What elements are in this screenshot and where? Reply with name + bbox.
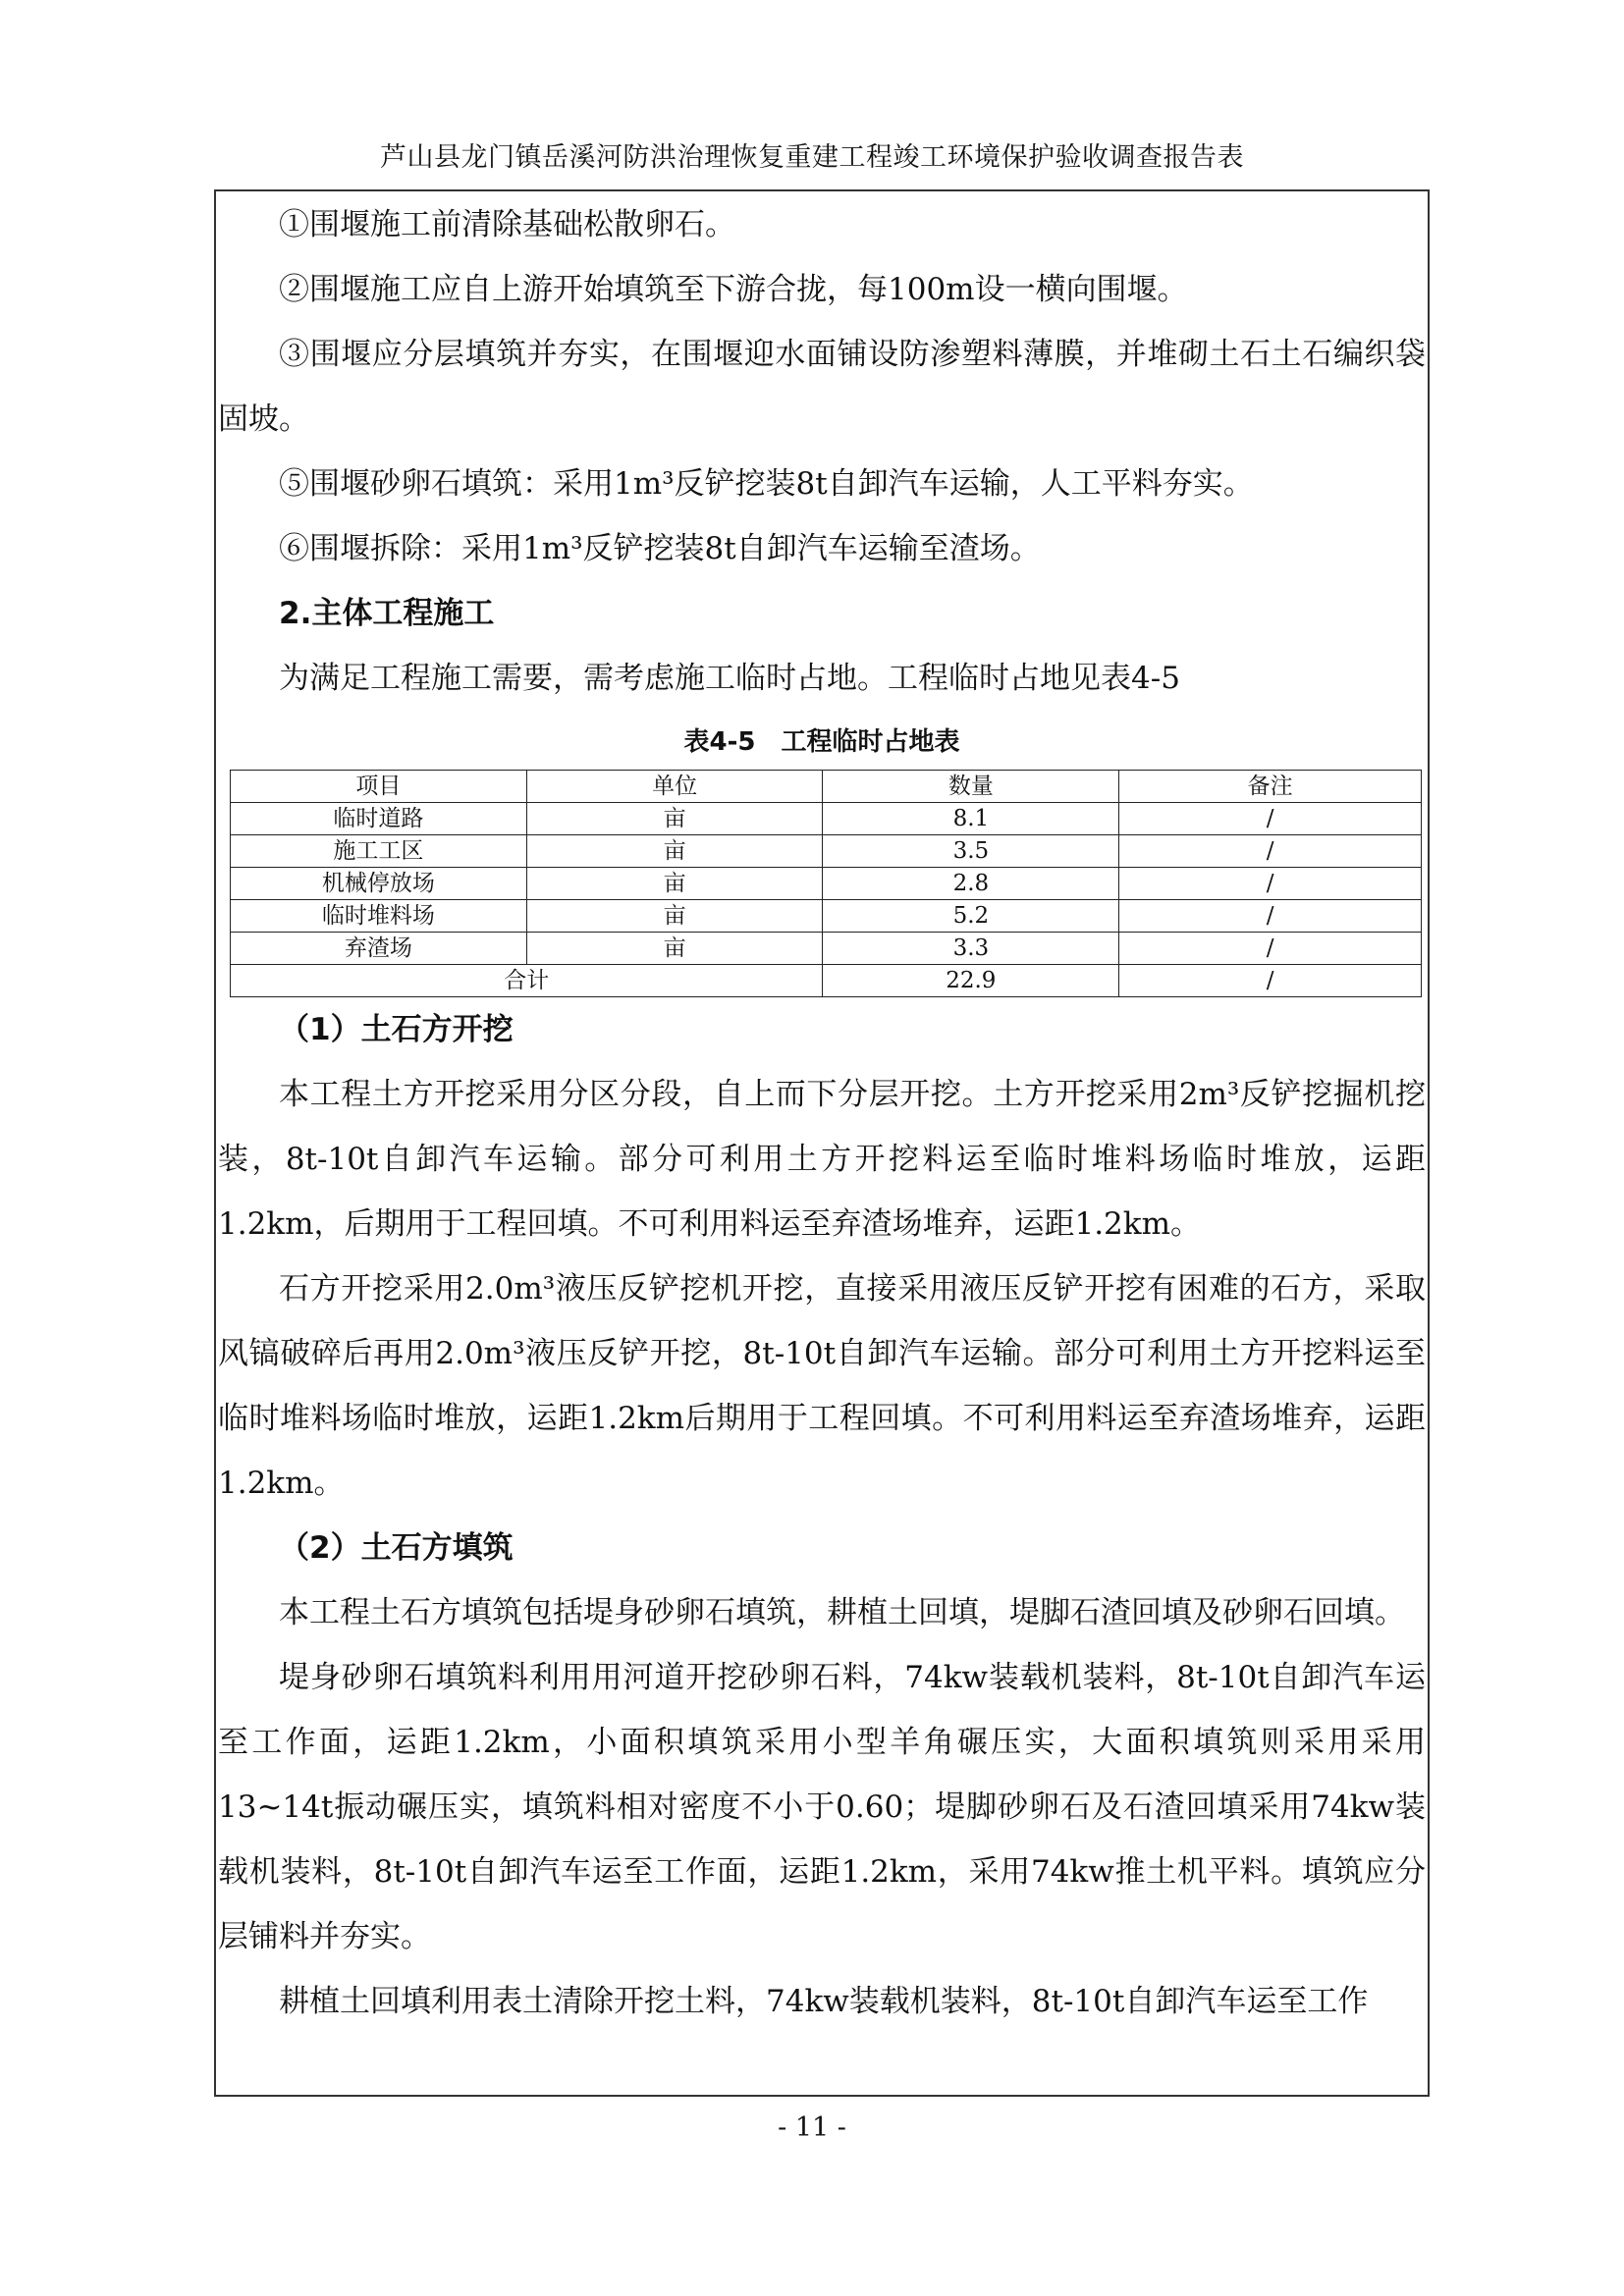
paragraph: 为满足工程施工需要，需考虑施工临时占地。工程临时占地见表4-5 bbox=[279, 661, 1180, 696]
table-cell: / bbox=[1119, 835, 1422, 868]
table-row bbox=[231, 803, 1422, 835]
table-header-row bbox=[231, 771, 1422, 803]
paragraph: 石方开挖采用2.0m³液压反铲挖机开挖，直接采用液压反铲开挖有困难的石方，采取风镐破碎后再用2.0m³液压反铲开挖，8t-10t自卸汽车运输。部分可利用土方开挖料运至临时堆料场临时堆放，运距1.2km后期用于工程回填。不可利用料运至弃渣场堆弃，运距1.2km。 bbox=[218, 1271, 1426, 1501]
subsection-heading: （1）土石方开挖 bbox=[279, 1012, 514, 1047]
table-cell: 施工工区 bbox=[231, 835, 527, 868]
column-header: 单位 bbox=[526, 771, 823, 803]
temporary-land-table bbox=[230, 770, 1422, 997]
table-cell: 亩 bbox=[526, 803, 823, 835]
column-header: 备注 bbox=[1119, 771, 1422, 803]
paragraph: ①围堰施工前清除基础松散卵石。 bbox=[279, 207, 735, 242]
table-cell: / bbox=[1119, 933, 1422, 965]
page-content bbox=[218, 192, 1426, 2034]
table-row bbox=[231, 900, 1422, 933]
table-cell: 3.5 bbox=[823, 835, 1119, 868]
column-header: 项目 bbox=[231, 771, 527, 803]
table-cell: 2.8 bbox=[823, 868, 1119, 900]
page-number: - 11 - bbox=[778, 2112, 846, 2143]
table-cell: 临时道路 bbox=[231, 803, 527, 835]
table-cell: 8.1 bbox=[823, 803, 1119, 835]
paragraph: ⑥围堰拆除：采用1m³反铲挖装8t自卸汽车运输至渣场。 bbox=[279, 531, 1041, 566]
paragraph: 耕植土回填利用表土清除开挖土料，74kw装载机装料，8t-10t自卸汽车运至工作 bbox=[279, 1984, 1369, 2019]
table-row bbox=[231, 835, 1422, 868]
table-cell: 3.3 bbox=[823, 933, 1119, 965]
table-cell: / bbox=[1119, 803, 1422, 835]
section-heading: 2.主体工程施工 bbox=[279, 596, 495, 631]
table-cell: 5.2 bbox=[823, 900, 1119, 933]
paragraph: 本工程土方开挖采用分区分段，自上而下分层开挖。土方开挖采用2m³反铲挖掘机挖装，8t-10t自卸汽车运输。部分可利用土方开挖料运至临时堆料场临时堆放，运距1.2km，后期用于工程回填。不可利用料运至弃渣场堆弃，运距1.2km。 bbox=[218, 1077, 1426, 1242]
table-cell: 亩 bbox=[526, 868, 823, 900]
table-cell: 亩 bbox=[526, 835, 823, 868]
table-row bbox=[231, 868, 1422, 900]
paragraph: ③围堰应分层填筑并夯实，在围堰迎水面铺设防渗塑料薄膜，并堆砌土石土石编织袋固坡。 bbox=[218, 337, 1426, 437]
subsection-heading: （2）土石方填筑 bbox=[279, 1530, 514, 1566]
page-header: 芦山县龙门镇岳溪河防洪治理恢复重建工程竣工环境保护验收调查报告表 bbox=[380, 142, 1244, 173]
total-value: 22.9 bbox=[823, 965, 1119, 997]
table-cell: 亩 bbox=[526, 900, 823, 933]
paragraph: ②围堰施工应自上游开始填筑至下游合拢，每100m设一横向围堰。 bbox=[279, 272, 1188, 307]
total-label: 合计 bbox=[231, 965, 823, 997]
column-header: 数量 bbox=[823, 771, 1119, 803]
table-cell: 临时堆料场 bbox=[231, 900, 527, 933]
table-row bbox=[231, 933, 1422, 965]
table-cell: 机械停放场 bbox=[231, 868, 527, 900]
table-cell: / bbox=[1119, 868, 1422, 900]
table-total-row bbox=[231, 965, 1422, 997]
table-cell: 弃渣场 bbox=[231, 933, 527, 965]
paragraph: ⑤围堰砂卵石填筑：采用1m³反铲挖装8t自卸汽车运输，人工平料夯实。 bbox=[279, 466, 1254, 502]
table-cell: / bbox=[1119, 900, 1422, 933]
total-note: / bbox=[1119, 965, 1422, 997]
paragraph: 堤身砂卵石填筑料利用用河道开挖砂卵石料，74kw装载机装料，8t-10t自卸汽车运至工作面，运距1.2km，小面积填筑采用小型羊角碾压实，大面积填筑则采用采用13~14t振动碾压实，填筑料相对密度不小于0.60；堤脚砂卵石及石渣回填采用74kw装载机装料，8t-10t自卸汽车运至工作面，运距1.2km，采用74kw推土机平料。填筑应分层铺料并夯实。 bbox=[218, 1660, 1426, 1954]
table-caption: 表4-5 工程临时占地表 bbox=[683, 727, 960, 757]
table-cell: 亩 bbox=[526, 933, 823, 965]
paragraph: 本工程土石方填筑包括堤身砂卵石填筑，耕植土回填，堤脚石渣回填及砂卵石回填。 bbox=[279, 1595, 1405, 1630]
